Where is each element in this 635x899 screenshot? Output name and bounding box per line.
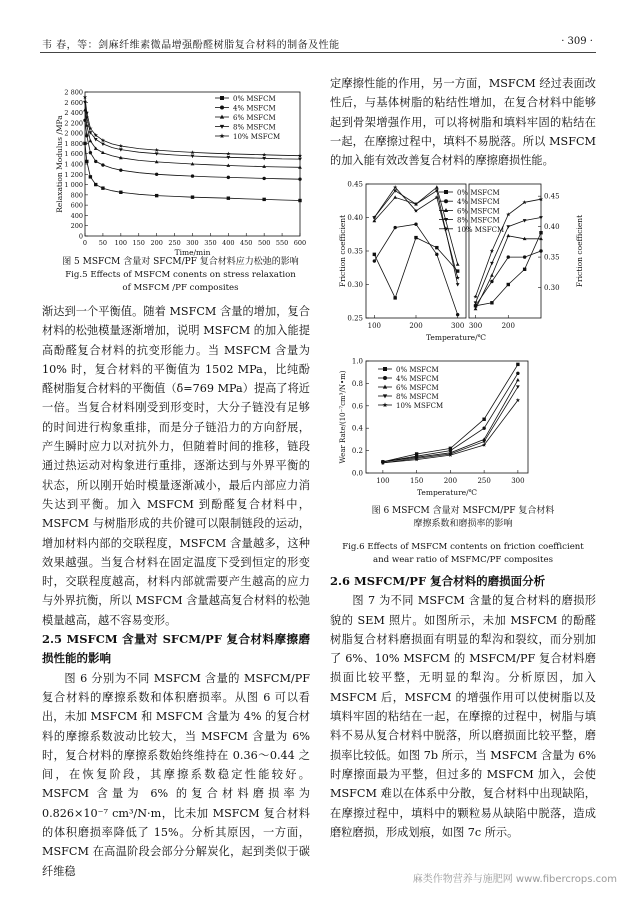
data-point [191,195,194,198]
data-point [94,160,97,163]
section-2-6-heading: 2.6 MSFCM/PF 复合材料的磨损面分析 [330,574,546,588]
data-point [155,148,159,152]
x-tick-label: 550 [275,239,289,247]
data-point [473,295,477,299]
y-tick-label: 0.4 [351,424,363,433]
x-tick-label: 100 [367,322,382,330]
data-point [83,142,86,145]
data-point [119,168,122,171]
legend-label: 4% MSFCM [457,198,500,207]
legend-label: 10% MSFCM [396,402,444,410]
legend-marker [444,218,448,222]
x-tick-label: 150 [132,239,145,247]
legend-label: 6% MSFCM [396,384,439,392]
data-point [89,175,92,178]
x-tick-label: 200 [409,322,423,330]
legend-marker [383,376,387,380]
y-tick-label: 2 600 [64,98,83,107]
data-point [373,253,376,256]
legend-marker [220,96,224,100]
series-line-heating [374,238,457,298]
x-axis-label: Temperature/℃ [416,488,478,497]
data-point [119,191,122,194]
y-tick-label: 1 000 [64,181,83,190]
legend-marker [220,106,224,110]
data-point [516,398,520,402]
running-header: 韦 春，等：剑麻纤维素微晶增强酚醛树脂复合材料的制备及性能 [42,40,340,51]
page-number: · 309 · [561,36,593,47]
legend-marker [383,402,388,407]
data-point [490,249,494,253]
y-tick-label: 0.35 [347,247,363,256]
data-point [190,150,194,154]
fig5-caption-cn: 图 5 MSFCM 含量对 SFCM/PF 复合材料应力松弛的影响 [62,257,299,267]
fig6-caption-en-1: Fig.6 Effects of MSFCM contents on friction coefficient [342,542,584,552]
x-tick-label: 50 [98,239,108,247]
data-point [435,253,438,256]
legend-label: 8% MSFCM [233,123,276,132]
data-point [101,163,104,166]
data-point [539,231,542,234]
legend-label: 10% MSFCM [457,225,505,234]
x-tick-label: 450 [240,239,253,247]
y-axis-label-left: Friction coefficient [338,214,347,288]
data-point [101,138,105,142]
y-tick-label: 1.0 [351,357,363,366]
legend-marker [444,199,448,203]
y-tick-label: 0.30 [347,281,363,289]
legend-marker [444,190,448,194]
fig6a-chart [336,178,594,350]
x-axis-label: Temperature/℃ [425,333,487,342]
data-point [227,176,230,179]
data-point [490,273,494,276]
y-tick-label: 2 400 [64,109,83,118]
data-point [83,101,87,104]
left-column [42,302,310,881]
y-tick-label: 0.45 [347,180,363,189]
y-tick-label: 1 200 [64,170,83,179]
legend-label: 4% MSFCM [233,104,276,113]
y-tick-label: 0.40 [347,214,363,222]
data-point [456,313,459,316]
x-tick-label: 200 [443,477,458,485]
left-paragraph-1: 渐达到一个平衡值。随着 MSFCM 含量的增加，复合材料的松弛模量逐渐增加，说明 MSFCM 的加入能提高酚醛复合材料的抗变形能力。当 MSFCM 含量为 10% 时，复合材料的平衡值为 1502 MPa，比纯酚醛树脂复合材料的平衡值（δ̄=769 MPa）提高了将近一倍。当复合材料刚受到形变时，大分子链没有足够的时间进行构象重排，而是分子链沿力的方向舒展，产生瞬时应力以对抗外力，但随着时间的推移，链段通过热运动对构象进行重排，逐渐达到与外界平衡的状态，所以刚开始时模量逐渐减小，最后内部应力消失达到平衡。加入 MSFCM 到酚醛复合材料中，MSFCM 与树脂形成的共价键可以限制链段的运动，增加材料内部的交联程度，MSFCM 含量越多，这种效果越强。当复合材料在固定温度下受到恒定的形变时，交联程度越高，材料内部就需要产生越高的应力与外界抗衡，所以 MSFCM 含量越高复合材料的松弛模量越高，越不容易变形。 [42,305,310,627]
y-tick-label-right: 0.45 [544,192,560,201]
fig6-caption-cn-2: 摩擦系数和磨损率的影响 [413,519,513,529]
data-point [482,427,485,430]
y-tick-label: 0.8 [351,379,363,388]
right-paragraph-2: 图 7 为不同 MSFCM 含量的复合材料的磨损形貌的 SEM 照片。如图所示，未加 MSFCM 的酚醛树脂复合材料磨损面有明显的犁沟和裂纹，而分别加了 6%、10% MSFCM 的 MSFCM/PF 复合材料磨损面比较平整，无明显的犁沟。分析原因，加入 MSFCM 后，MSFCM 的增强作用可以使树脂以及填料牢固的粘结在一起，在摩擦的过程中，树脂与填料不易从复合材料中脱落，所以磨损面比较平整，磨损率比较低。如图 7b 所示，当 MSFCM 含量为 6% 时摩擦面最为平整，但过多的 MSFCM 加入，会使 MSFCM 难以在体系中分散，复合材料中出现缺陷，在摩擦过程中，填料中的颗粒易从缺陷中脱落，造成磨粒磨损，形成划痕，如图 7c 所示。 [330,594,596,839]
right-column-top [330,74,596,170]
legend-marker [383,367,387,371]
data-point [523,268,526,271]
data-point [393,195,397,198]
x-tick-label: 300 [511,477,525,485]
y-tick-label: 400 [70,211,83,220]
data-point [456,262,460,265]
legend-label: 10% MSFCM [233,133,281,141]
data-point [490,301,493,304]
y-tick-label: 0.6 [351,402,363,411]
data-point [85,160,88,163]
fig5-caption [48,256,313,295]
y-tick-label: 0.0 [351,469,363,478]
y-tick-label-right: 0.30 [544,284,560,293]
data-point [373,259,376,262]
data-point [298,199,301,202]
data-point [506,212,510,216]
data-point [435,185,439,188]
data-point [435,246,438,249]
right-paragraph-1: 定摩擦性能的作用，另一方面，MSFCM 经过表面改性后，与基体树脂的粘结性增加，在复合材料中能够起到骨架增强作用，可以将树脂和填料牢固的粘结在一起，在摩擦过程中，填料不易脱落。所以 MSFCM 的加入能有效改善复合材料的摩擦磨损性能。 [330,77,596,168]
legend-label: 0% MSFCM [233,95,276,103]
y-tick-label: 1 800 [64,139,83,148]
x-tick-label: 600 [293,239,307,247]
data-point [262,198,265,201]
legend-label: 6% MSFCM [457,207,500,216]
y-axis-label: Relaxation Modulus /MPa [55,115,64,213]
data-point [506,234,510,237]
data-point [507,283,510,286]
y-tick-label: 0 [78,232,83,241]
x-tick-label: 500 [257,239,271,247]
data-point [523,255,526,258]
x-tick-label: 0 [82,239,88,247]
y-tick-label: 200 [70,222,83,231]
data-point [393,226,396,229]
y-tick-label: 600 [70,201,83,210]
x-tick-label: 100 [114,239,128,247]
y-tick-label: 1 400 [64,160,83,169]
y-tick-label: 0.2 [351,447,363,456]
legend-label: 4% MSFCM [396,375,439,383]
data-point [516,372,519,375]
fig6-caption [330,505,596,567]
y-tick-label: 0.25 [347,314,363,323]
data-point [262,177,265,180]
y-tick-label: 2 000 [64,129,83,138]
fig5-caption-en-1: Fig.5 Effects of MSFCM conents on stress relaxation [65,270,296,280]
x-tick-label: 250 [168,239,181,247]
y-axis-label: Wear Rate/(10⁻⁷cm³/N•m) [339,370,347,464]
data-point [490,262,494,265]
data-point [119,144,123,148]
data-point [506,225,510,228]
data-point [414,223,417,226]
data-point [85,134,88,137]
y-tick-label: 1 600 [64,150,83,159]
x-tick-label: 150 [409,477,424,485]
data-point [227,197,230,200]
section-2-5-heading: 2.5 MSFCM 含量对 SFCM/PF 复合材料摩擦磨损性能的影响 [42,632,310,666]
data-point [155,194,158,197]
y-tick-label: 2 800 [64,88,83,97]
y-tick-label: 2 200 [64,119,83,128]
y-tick-label: 800 [70,191,83,200]
data-point [155,173,158,176]
x-tick-label: 200 [150,239,163,247]
series-line-recovery [476,236,542,309]
data-point [298,177,301,180]
x-tick-label: 300 [468,322,483,330]
y-axis-label-right: Friction coefficient [575,214,584,288]
x-tick-label: 350 [204,239,217,247]
x-tick-label: 300 [186,239,199,247]
data-point [456,283,460,286]
watermark: 麻类作物营养与施肥网 www.fibercrops.com [412,874,617,885]
legend-label: 6% MSFCM [233,114,276,122]
y-tick-label-right: 0.35 [544,253,560,262]
data-point [516,363,519,366]
data-point [414,236,417,239]
legend-marker [220,115,224,119]
header-rule [40,52,596,53]
legend-label: 8% MSFCM [396,393,439,401]
data-point [262,153,266,157]
data-point [393,296,396,299]
fig6-caption-en-2: and wear ratio of MSFMC/PF composites [372,555,554,565]
x-tick-label: 200 [501,322,515,330]
fig6-caption-cn-1: 图 6 MSFCM 含量对 MSFCM/PF 复合材料 [371,506,555,516]
data-point [101,186,104,189]
data-point [191,174,194,177]
data-point [94,183,97,186]
left-paragraph-2: 图 6 分别为不同 MSFCM 含量的 MSFCM/PF 复合材料的摩擦系数和体积磨损率。从图 6 可以看出，未加 MSFCM 和 MSFCM 含量为 4% 的复合材料的摩擦系数波动比较大，当 MSFCM 含量为 6% 时，复合材料的摩擦系数始终维持在 0.36～0.44 之间，在恢复阶段，其摩擦系数稳定性能较好。MSFCM 含量为 6% 的复合材料磨损率为 0.826×10⁻⁷ cm³/N·m，比未加 MSFCM 复合材料的体积磨损率降低了 15%。分析其原因，一方面，MSFCM 在高温阶段会部分分解炭化，起到类似于碳纤维稳 [42,671,310,878]
y-tick-label-right: 0.40 [544,223,560,232]
data-point [89,139,93,142]
legend-label: 0% MSFCM [396,366,439,374]
data-point [89,151,92,154]
data-point [507,255,510,258]
data-point [490,280,493,283]
fig6b-chart [336,355,536,503]
fig5-caption-en-2: of MSFCM /PF composites [122,283,239,293]
x-axis-label: Time/min [174,248,211,256]
fig5-chart [55,86,310,256]
x-tick-label: 400 [222,239,235,247]
data-point [516,378,520,381]
legend-label: 8% MSFCM [457,216,500,225]
data-point [539,249,542,252]
legend-label: 0% MSFCM [457,189,500,197]
x-tick-label: 300 [450,322,465,330]
x-tick-label: 100 [376,477,390,485]
data-point [482,418,485,421]
data-point [226,152,230,156]
x-tick-label: 250 [477,477,491,485]
right-column-bottom [330,572,596,842]
legend-marker [220,133,225,138]
